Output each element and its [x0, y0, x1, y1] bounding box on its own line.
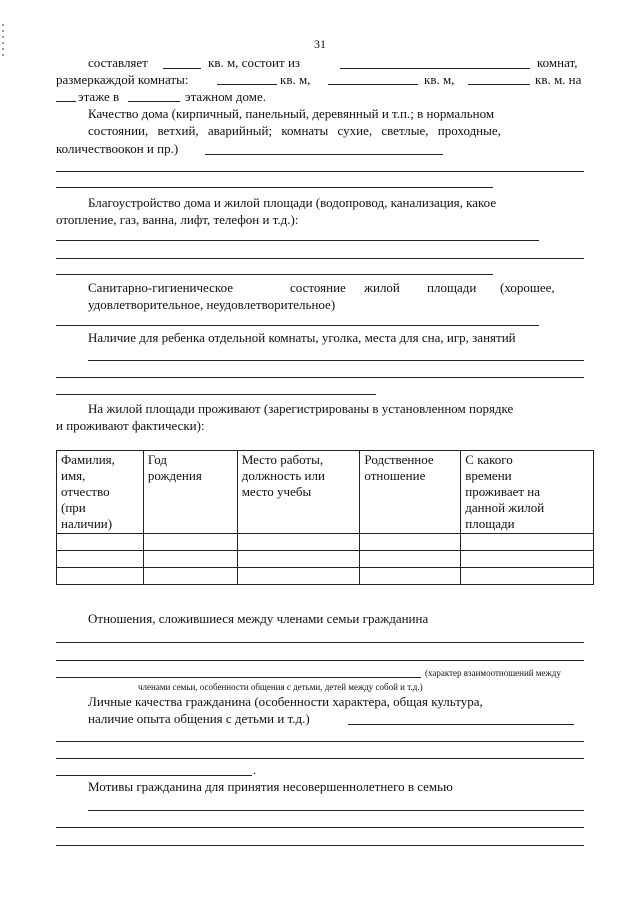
header-work: Место работы, должность или место учебы: [237, 451, 360, 534]
blank-motives-3[interactable]: [56, 845, 584, 846]
blank-floors-total[interactable]: [128, 101, 180, 102]
text-quality-2: состоянии, ветхий, аварийный; комнаты сухие, светлые, проходные,: [88, 123, 501, 138]
text-personal-1: Личные качества гражданина (особенности характера, общая культура,: [88, 694, 483, 709]
text-kvm1: кв. м,: [280, 72, 311, 87]
text-quality-1: Качество дома (кирпичный, панельный, деревянный и т.п.; в нормальном: [88, 106, 495, 121]
page-number: 31: [314, 37, 326, 51]
blank-personal-4[interactable]: [56, 775, 252, 776]
text-personal-2: наличие опыта общения с детьми и т.д.): [88, 711, 310, 726]
text-residents-2: и проживают фактически):: [56, 418, 205, 433]
table-header-row: [57, 451, 594, 534]
table-row: [57, 551, 594, 568]
blank-floor[interactable]: [56, 101, 76, 102]
blank-sanitary[interactable]: [56, 325, 539, 326]
table-row: [57, 534, 594, 551]
blank-child-1[interactable]: [88, 360, 584, 361]
blank-quality-3[interactable]: [56, 187, 493, 188]
blank-area[interactable]: [163, 68, 201, 69]
text-razmer: размеркаждой комнаты:: [56, 72, 189, 87]
blank-personal-2[interactable]: [56, 741, 584, 742]
blank-motives-2[interactable]: [56, 827, 584, 828]
text-kv-sostoit: кв. м, состоит из: [208, 55, 301, 70]
header-since: С какого времени проживает на данной жилой площади: [461, 451, 594, 534]
text-sanitary-2: удовлетворительное, неудовлетворительное): [88, 297, 336, 312]
text-sanitary-a: Санитарно-гигиеническое: [88, 280, 233, 295]
blank-personal-3[interactable]: [56, 758, 584, 759]
text-sostavlyaet: составляет: [88, 55, 148, 70]
blank-quality-1[interactable]: [205, 154, 443, 155]
blank-rooms[interactable]: [340, 68, 530, 69]
text-relations-note-1: (характер взаимоотношений между: [425, 668, 561, 678]
blank-child-2[interactable]: [56, 377, 584, 378]
margin-dots: [2, 20, 6, 60]
blank-quality-2[interactable]: [56, 171, 584, 172]
text-relations-note-2: членами семьи, особенности общения с детьми, детей между собой и т.д.): [138, 682, 423, 692]
text-sanitary-d: площади: [427, 280, 477, 295]
blank-motives-1[interactable]: [88, 810, 584, 811]
blank-relations-1[interactable]: [56, 642, 584, 643]
blank-relations-2[interactable]: [56, 660, 584, 661]
blank-amenities-2[interactable]: [56, 258, 584, 259]
residents-table: [56, 450, 594, 585]
text-sanitary-b: состояние: [290, 280, 346, 295]
blank-room2[interactable]: [328, 84, 418, 85]
text-kvm2: кв. м,: [424, 72, 455, 87]
header-relation: Родственное отношение: [360, 451, 461, 534]
text-komnat: комнат,: [537, 55, 578, 70]
blank-room1[interactable]: [217, 84, 277, 85]
blank-child-3[interactable]: [56, 394, 376, 395]
header-birth-year: Год рождения: [143, 451, 237, 534]
text-quality-3: количествоокон и пр.): [56, 141, 179, 156]
text-sanitary-c: жилой: [364, 280, 400, 295]
text-motives: Мотивы гражданина для принятия несовершеннолетнего в семью: [88, 779, 453, 794]
text-etazhe: этаже в: [78, 89, 120, 104]
text-etazhnom: этажном доме.: [185, 89, 266, 104]
text-kvm3: кв. м. на: [535, 72, 582, 87]
blank-amenities-1[interactable]: [56, 240, 539, 241]
header-name: Фамилия, имя, отчество (при наличии): [57, 451, 144, 534]
text-relations: Отношения, сложившиеся между членами семьи гражданина: [88, 611, 429, 626]
blank-personal-1[interactable]: [348, 724, 574, 725]
blank-room3[interactable]: [468, 84, 530, 85]
text-personal-end: .: [253, 762, 257, 777]
text-sanitary-e: (хорошее,: [500, 280, 555, 295]
blank-relations-3[interactable]: [56, 677, 421, 678]
text-amenities-1: Благоустройство дома и жилой площади (водопровод, канализация, какое: [88, 195, 497, 210]
text-amenities-2: отопление, газ, ванна, лифт, телефон и т.д.):: [56, 212, 299, 227]
blank-amenities-3[interactable]: [56, 274, 493, 275]
text-child-room: Наличие для ребенка отдельной комнаты, уголка, места для сна, игр, занятий: [88, 330, 516, 345]
table-row: [57, 568, 594, 585]
text-residents-1: На жилой площади проживают (зарегистрированы в установленном порядке: [88, 401, 514, 416]
